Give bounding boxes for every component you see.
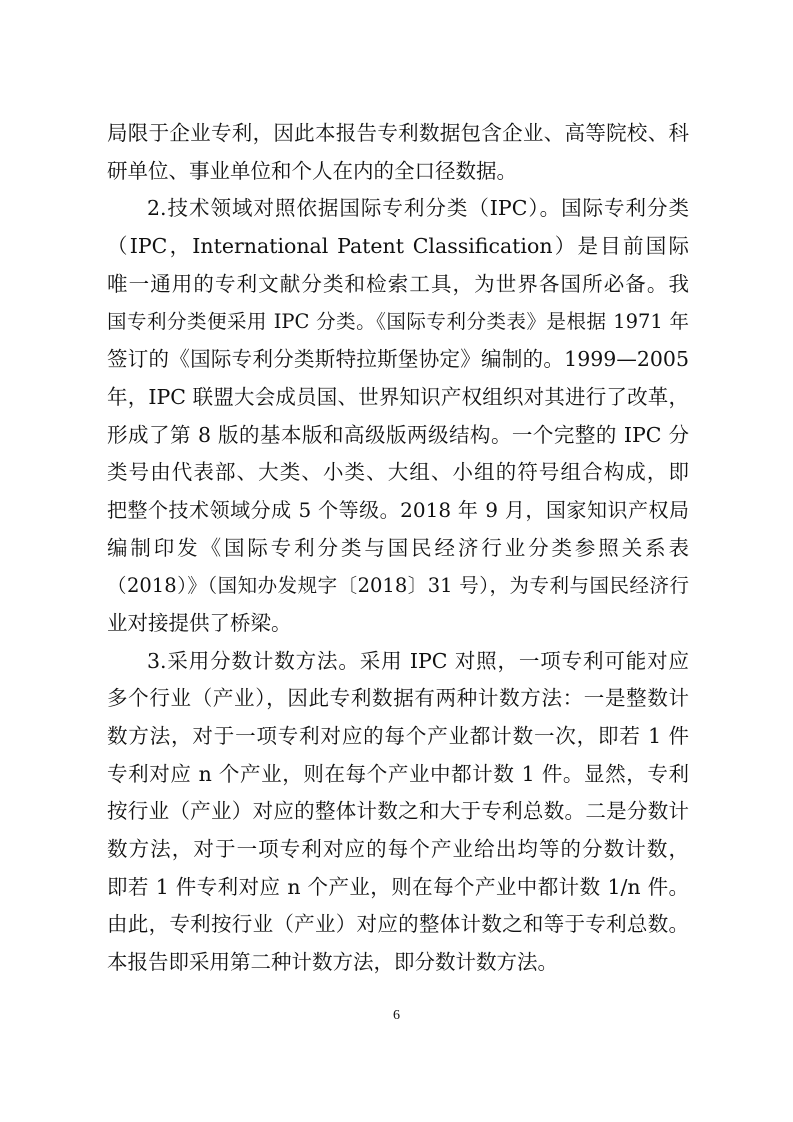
text-line: 业对接提供了桥梁。 — [107, 610, 292, 635]
text-line: 按行业（产业）对应的整体计数之和大于专利总数。二是分数计 — [107, 799, 689, 824]
text-line: 形成了第 8 版的基本版和高级版两级结构。一个完整的 IPC 分 — [107, 422, 689, 447]
text-line: 类号由代表部、大类、小类、大组、小组的符号组合构成，即 — [107, 460, 689, 485]
text-line: 数方法，对于一项专利对应的每个产业都计数一次，即若 1 件 — [107, 724, 689, 748]
text-line: 由此，专利按行业（产业）对应的整体计数之和等于专利总数。 — [107, 912, 689, 937]
text-line: （2018）》（国知办发规字〔2018〕31 号），为专利与国民经济行 — [107, 574, 689, 598]
text-line: 编制印发《国际专利分类与国民经济行业分类参照关系表 — [107, 535, 689, 560]
text-line: 把整个技术领域分成 5 个等级。2018 年 9 月，国家知识产权局 — [107, 497, 689, 522]
body-text — [107, 115, 689, 982]
text-line: 局限于企业专利，因此本报告专利数据包含企业、高等院校、科 — [107, 121, 689, 145]
text-line: 本报告即采用第二种计数方法，即分数计数方法。 — [107, 950, 558, 975]
text-line: 数方法，对于一项专利对应的每个产业给出均等的分数计数， — [107, 837, 689, 862]
text-line: 唯一通用的专利文献分类和检索工具，为世界各国所必备。我 — [107, 271, 689, 296]
text-line: 研单位、事业单位和个人在内的全口径数据。 — [107, 158, 517, 183]
text-line: 年，IPC 联盟大会成员国、世界知识产权组织对其进行了改革， — [107, 384, 689, 409]
text-line: 国专利分类便采用 IPC 分类。《国际专利分类表》是根据 1971 年 — [107, 310, 689, 334]
text-line: 3.采用分数计数方法。采用 IPC 对照，一项专利可能对应 — [147, 648, 689, 673]
page-number: 6 — [393, 1008, 400, 1023]
text-line: 即若 1 件专利对应 n 个产业，则在每个产业中都计数 1/n 件。 — [107, 874, 689, 899]
text-line: 签订的《国际专利分类斯特拉斯堡协定》编制的。1999—2005 — [107, 347, 689, 372]
text-line: 2.技术领域对照依据国际专利分类（IPC）。国际专利分类 — [147, 196, 689, 221]
text-line: 专利对应 n 个产业，则在每个产业中都计数 1 件。显然，专利 — [107, 761, 689, 786]
text-line: （IPC，International Patent Classification）是目前国际 — [107, 234, 689, 259]
text-line: 多个行业（产业），因此专利数据有两种计数方法：一是整数计 — [107, 686, 689, 711]
